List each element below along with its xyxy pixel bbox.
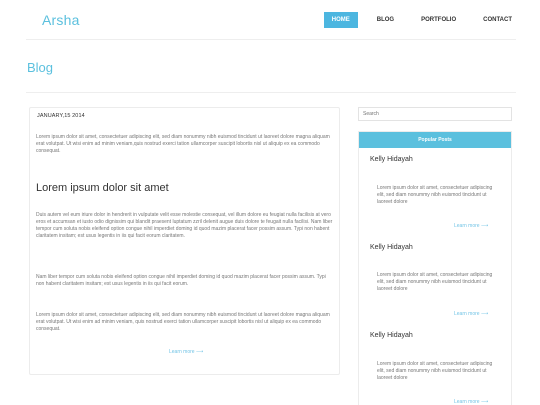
popular-post-excerpt: Lorem ipsum dolor sit amet, consectetuer adipiscing elit, sed diam nonummy nibh euismod tincidunt ut laoreet dolore [377, 272, 493, 292]
post-heading: Lorem ipsum dolor sit amet [36, 182, 169, 194]
popular-post-learn-more-link[interactable]: Learn more ⟶ [454, 311, 489, 317]
popular-post-author[interactable]: Kelly Hidayah [370, 156, 413, 163]
nav-portfolio[interactable]: PORTFOLIO [421, 17, 457, 23]
title-divider [26, 92, 516, 93]
post-learn-more-link[interactable]: Learn more ⟶ [169, 349, 204, 355]
popular-post-learn-more-link[interactable]: Learn more ⟶ [454, 399, 489, 405]
post-paragraph: Lorem ipsum dolor sit amet, consectetuer adipiscing elit, sed diam nonummy nibh euismod tincidunt ut laoreet dolore magna aliquam erat volutpat. Ut wisi enim ad minim veniam,quis nostrud exerci tation ullamcorper suscipit lobortis nisl ut aliquip ex ea commodo consequat. [36, 134, 330, 154]
nav-home[interactable]: HOME [324, 12, 358, 28]
post-paragraph: Nam liber tempor cum soluta nobis eleifend option congue nihil imperdiet doming id quod mazim placerat facer possim assum. Typi non habent claritatem insitam; est usus legentis in iis qui facit eorum. [36, 274, 326, 287]
page-title: Blog [27, 60, 54, 75]
post-paragraph: Duis autem vel eum iriure dolor in hendrerit in vulputate velit esse molestie consequat, vel illum dolore eu feugiat nulla facilisis at vero eros et accumsan et iusto odio dignissim qui blandit praesent luptatum zzril delenit augue duis dolore te feugait nulla facilisi. Nam liber tempor cum soluta nobis eleifend option congue nihil imperdiet doming id quod mazim placerat facer possim assum. Typi non habent claritatem insitam; est usus legentis in iis qui facit eorum claritatem. [36, 212, 333, 239]
popular-post-author[interactable]: Kelly Hidayah [370, 244, 413, 251]
popular-post-author[interactable]: Kelly Hidayah [370, 332, 413, 339]
popular-post-excerpt: Lorem ipsum dolor sit amet, consectetuer adipiscing elit, sed diam nonummy nibh euismod tincidunt ut laoreet dolore [377, 185, 493, 205]
post-paragraph: Lorem ipsum dolor sit amet, consectetuer adipiscing elit, sed diam nonummy nibh euismod tincidunt ut laoreet dolore magna aliquam erat volutpat. Ut wisi enim ad minim veniam, quis nostrud exerci tation ullamcorper suscipit lobortis nisl ut aliquip ex ea commodo consequat. [36, 312, 330, 332]
search-input[interactable] [358, 107, 512, 121]
nav-contact[interactable]: CONTACT [483, 17, 512, 23]
main-nav [313, 12, 520, 28]
popular-post-learn-more-link[interactable]: Learn more ⟶ [454, 223, 489, 229]
nav-blog[interactable]: BLOG [376, 17, 395, 23]
popular-post-excerpt: Lorem ipsum dolor sit amet, consectetuer adipiscing elit, sed diam nonummy nibh euismod tincidunt ut laoreet dolore [377, 361, 493, 381]
post-date: JANUARY,15 2014 [37, 113, 85, 119]
popular-posts-widget [358, 131, 512, 405]
popular-posts-title: Popular Posts [359, 132, 511, 148]
site-header [0, 0, 540, 40]
blog-post [29, 107, 340, 375]
site-logo[interactable]: Arsha [42, 12, 80, 28]
header-divider [26, 39, 516, 40]
